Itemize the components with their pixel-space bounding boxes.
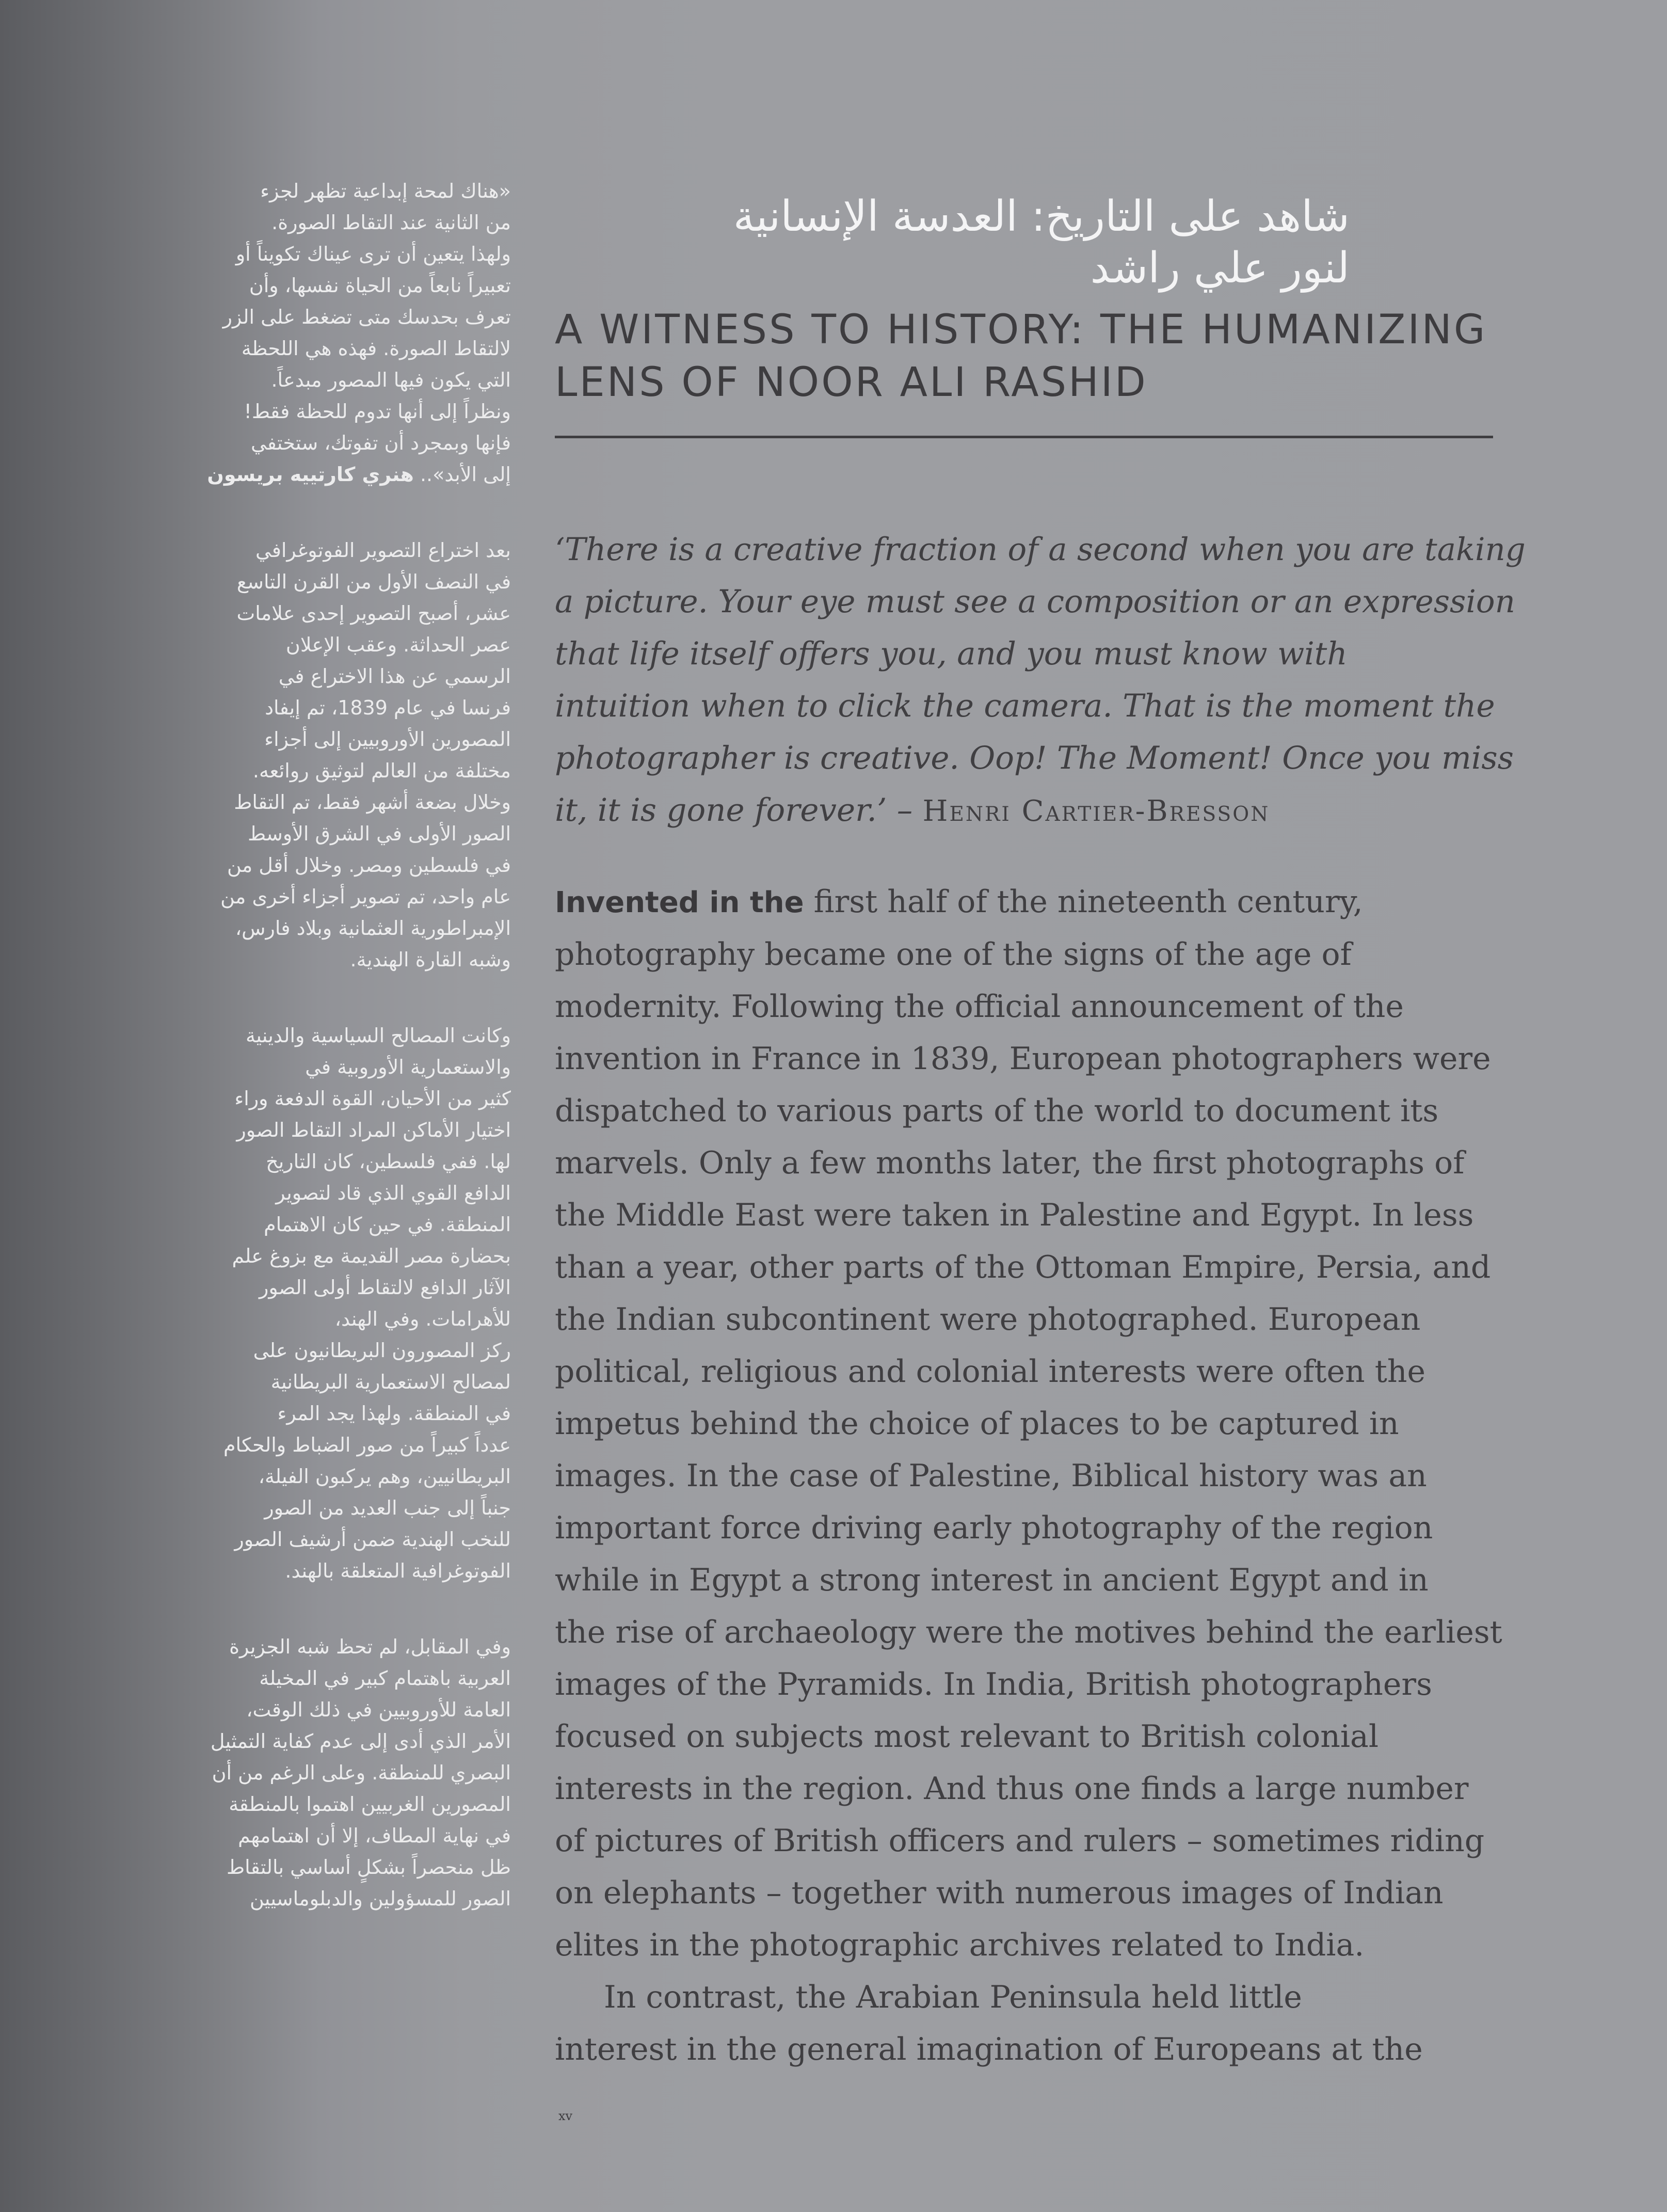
body-text-fragment: first half of the nineteenth century,: [804, 884, 1363, 920]
arabic-text-line: الصور الأولى في الشرق الأوسط: [247, 822, 511, 845]
quote-line: ‘There is a creative fraction of a second when you are taking: [555, 531, 1526, 568]
arabic-text-line: العامة للأوروبيين في ذلك الوقت،: [246, 1698, 511, 1721]
arabic-epigraph: [170, 176, 511, 490]
body-line: the Middle East were taken in Palestine and Egypt. In less: [555, 1197, 1474, 1234]
arabic-text-line: البصري للمنطقة. وعلى الرغم من أن: [212, 1761, 511, 1784]
arabic-text-line: الدافع القوي الذي قاد لتصوير: [276, 1182, 511, 1204]
arabic-title-line: شاهد على التاريخ: العدسة الإنسانية: [733, 192, 1350, 241]
arabic-text-line: بحضارة مصر القديمة مع بزوغ علم: [232, 1245, 511, 1267]
body-line: images. In the case of Palestine, Biblical history was an: [555, 1458, 1427, 1494]
quote-line: that life itself offers you, and you must know with: [555, 635, 1348, 673]
arabic-text-line: جنباً إلى جنب العديد من الصور: [264, 1497, 511, 1519]
arabic-text-line: وشبه القارة الهندية.: [350, 948, 511, 971]
arabic-text-line: من الثانية عند التقاط الصورة.: [271, 211, 511, 234]
arabic-text-line: عام واحد، تم تصوير أجزاء أخرى من: [220, 885, 511, 908]
body-line: photography became one of the signs of the age of: [555, 936, 1352, 973]
main-column: [555, 191, 1526, 2076]
arabic-text-line: والاستعمارية الأوروبية في: [305, 1056, 511, 1078]
body-line: important force driving early photography of the region: [555, 1510, 1433, 1547]
arabic-attribution: هنري كارتييه بريسون: [207, 463, 414, 486]
body-line: than a year, other parts of the Ottoman Empire, Persia, and: [555, 1249, 1491, 1286]
quote-line: intuition when to click the camera. That is the moment the: [555, 688, 1495, 725]
article-body: [555, 876, 1502, 2076]
arabic-paragraph: [170, 1020, 511, 1587]
body-line: focused on subjects most relevant to British colonial: [555, 1718, 1379, 1755]
arabic-text-line: «هناك لمحة إبداعية تظهر لجزء: [260, 180, 511, 202]
arabic-text-line: وفي المقابل، لم تحظ شبه الجزيرة: [229, 1635, 511, 1658]
lead-in: Invented in the: [555, 886, 804, 920]
body-line: the rise of archaeology were the motives behind the earliest: [555, 1614, 1502, 1651]
arabic-text-line: التي يكون فيها المصور مبدعاً.: [271, 369, 511, 391]
body-line: impetus behind the choice of places to be captured in: [555, 1406, 1399, 1442]
english-title-line: LENS OF NOOR ALI RASHID: [555, 359, 1148, 406]
arabic-text-line: تعبيراً نابعاً من الحياة نفسها، وأن: [249, 274, 511, 297]
body-paragraph: [555, 1971, 1494, 2076]
arabic-text-line: في المنطقة. ولهذا يجد المرء: [277, 1402, 511, 1425]
arabic-text-line: لها. ففي فلسطين، كان التاريخ: [266, 1150, 511, 1173]
body-first-line: [555, 876, 1494, 929]
arabic-text-line: الرسمي عن هذا الاختراع في: [278, 665, 511, 688]
arabic-text-line: عصر الحداثة. وعقب الإعلان: [285, 633, 511, 656]
arabic-text-line: بعد اختراع التصوير الفوتوغرافي: [255, 539, 511, 562]
arabic-text-line: في النصف الأول من القرن التاسع: [236, 570, 511, 593]
body-line: marvels. Only a few months later, the first photographs of: [555, 1145, 1465, 1182]
arabic-text-line: الآثار الدافع لالتقاط أولى الصور: [259, 1276, 511, 1299]
arabic-text-line: لمصالح الاستعمارية البريطانية: [270, 1371, 511, 1393]
quote-last-line: [555, 784, 1494, 837]
arabic-text-line: ظل منحصراً بشكلٍ أساسي بالتقاط: [226, 1856, 511, 1879]
arabic-text-line: لالتقاط الصورة. فهذه هي اللحظة: [241, 337, 511, 360]
arabic-text-line: اختيار الأماكن المراد التقاط الصور: [236, 1119, 511, 1141]
arabic-text-line: وكانت المصالح السياسية والدينية: [246, 1024, 511, 1047]
body-line: interests in the region. And thus one finds a large number: [555, 1771, 1469, 1807]
arabic-text-line: عدداً كبيراً من صور الضباط والحكام: [223, 1434, 511, 1456]
body-line: elites in the photographic archives related to India.: [555, 1927, 1365, 1964]
arabic-sidebar: [170, 176, 511, 1959]
title-divider: [555, 436, 1493, 438]
arabic-text-line: المصورين الأوروبيين إلى أجزاء: [264, 728, 511, 751]
arabic-text-line: العربية باهتمام كبير في المخيلة: [259, 1667, 511, 1690]
arabic-text-line: فرنسا في عام 1839، تم إيفاد: [265, 696, 511, 719]
body-paragraph: [555, 876, 1502, 1971]
body-line: the Indian subcontinent were photographed. European: [555, 1301, 1421, 1338]
body-line: modernity. Following the official announcement of the: [555, 989, 1404, 1025]
arabic-text-line: للأهرامات. وفي الهند،: [334, 1308, 511, 1330]
arabic-text-line: المنطقة. في حين كان الاهتمام: [264, 1213, 511, 1236]
quote-line: a picture. Your eye must see a composition or an expression: [555, 583, 1515, 620]
arabic-text-line: تعرف بحدسك متى تضغط على الزر: [222, 306, 511, 328]
english-title: [555, 304, 1494, 409]
arabic-text-line: الأمر الذي أدى إلى عدم كفاية التمثيل: [210, 1730, 511, 1753]
arabic-text-line: فإنها وبمجرد أن تفوتك، ستختفي: [250, 432, 511, 454]
arabic-text-line: وخلال بضعة أشهر فقط، تم التقاط: [234, 791, 511, 814]
arabic-text-fragment: إلى الأبد»..: [413, 463, 511, 486]
body-line: on elephants – together with numerous images of Indian: [555, 1875, 1444, 1912]
arabic-text-line: ولهذا يتعين أن ترى عيناك تكويناً أو: [235, 243, 511, 265]
arabic-text-line: للنخب الهندية ضمن أرشيف الصور: [234, 1528, 511, 1551]
quote-author: Henri Cartier-Bresson: [922, 794, 1270, 829]
arabic-text-line: الإمبراطورية العثمانية وبلاد فارس،: [235, 917, 511, 940]
arabic-text-line: الفوتوغرافية المتعلقة بالهند.: [285, 1559, 511, 1582]
arabic-attribution-line: [170, 459, 511, 490]
arabic-text-line: ركز المصورون البريطانيون على: [253, 1339, 511, 1362]
epigraph-quote: [555, 523, 1526, 837]
english-title-line: A WITNESS TO HISTORY: THE HUMANIZING: [555, 307, 1487, 353]
arabic-text-line: كثير من الأحيان، القوة الدفعة وراء: [234, 1087, 511, 1110]
arabic-text-line: المصورين الغربيين اهتموا بالمنطقة: [229, 1793, 511, 1816]
arabic-text-line: في فلسطين ومصر. وخلال أقل من: [227, 854, 511, 877]
body-line: dispatched to various parts of the world to document its: [555, 1093, 1439, 1129]
body-line: images of the Pyramids. In India, British photographers: [555, 1666, 1432, 1703]
body-line: political, religious and colonial interests were often the: [555, 1354, 1425, 1390]
arabic-text-line: في نهاية المطاف، إلا أن اهتمامهم: [238, 1824, 511, 1847]
arabic-paragraph: [170, 535, 511, 976]
arabic-title: [555, 191, 1350, 294]
arabic-text-line: البريطانيين، وهم يركبون الفيلة،: [258, 1465, 511, 1488]
body-line: while in Egypt a strong interest in ancient Egypt and in: [555, 1562, 1429, 1599]
arabic-text-line: مختلفة من العالم لتوثيق روائعه.: [252, 759, 511, 782]
arabic-paragraph: [170, 1631, 511, 1915]
body-line: interest in the general imagination of Europeans at the: [555, 2031, 1423, 2068]
body-line: of pictures of British officers and rulers – sometimes riding: [555, 1823, 1485, 1859]
arabic-text-line: الصور للمسؤولين والدبلوماسيين: [249, 1887, 511, 1910]
arabic-text-line: عشر، أصبح التصوير إحدى علامات: [236, 602, 511, 625]
page-number: xv: [558, 2109, 573, 2123]
quote-line: photographer is creative. Oop! The Moment! Once you miss: [555, 740, 1514, 777]
body-line: In contrast, the Arabian Peninsula held little: [604, 1979, 1302, 2016]
quote-fragment: it, it is gone forever.’ –: [555, 792, 923, 829]
body-line: invention in France in 1839, European photographers were: [555, 1041, 1491, 1077]
arabic-title-line: لنور علي راشد: [1090, 244, 1350, 293]
arabic-text-line: ونظراً إلى أنها تدوم للحظة فقط!: [244, 400, 511, 423]
